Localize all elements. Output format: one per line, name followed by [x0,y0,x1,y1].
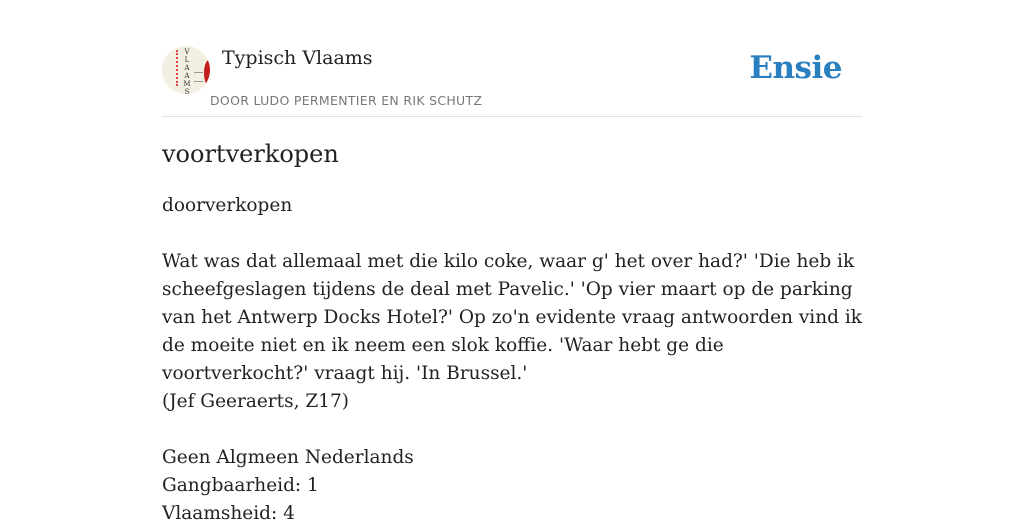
logo-letters: V L A A M S [183,48,191,94]
logo-lines [194,72,203,82]
entry-body [162,192,862,528]
entry-title: voortverkopen [162,140,339,168]
entry-source: (Jef Geeraerts, Z17) [162,391,349,412]
entry-quote: Wat was dat allemaal met die kilo coke, waar g' het over had?' 'Die heb ik scheefgeslagen tijdens de deal met Pavelic.' 'Op vier maart op de parking van het Antwerp Docks Hotel?' Op zo'n evidente vraag antwoorden vind ik de moeite niet en ik neem een slok koffie. 'Waar hebt ge die voortverkocht?' vraagt hij. 'In Brussel.' [162,251,862,384]
page-container [162,0,862,524]
logo-dots [176,50,181,86]
stat-gangbaarheid: Gangbaarheid: 1 [162,475,319,496]
book-authors: DOOR LUDO PERMENTIER EN RIK SCHUTZ [210,93,483,108]
logo-red-accent [204,60,210,86]
spacer [162,220,862,248]
book-title-link[interactable]: Typisch Vlaams [222,47,373,69]
stat-vlaamsheid: Vlaamsheid: 4 [162,503,295,524]
spacer [162,416,862,444]
ensie-logo-link[interactable]: Ensie [749,50,842,86]
entry-classification: Geen Algmeen Nederlands [162,447,414,468]
entry-definition: doorverkopen [162,195,293,216]
book-cover-avatar[interactable] [162,46,210,94]
page-header [162,0,862,117]
